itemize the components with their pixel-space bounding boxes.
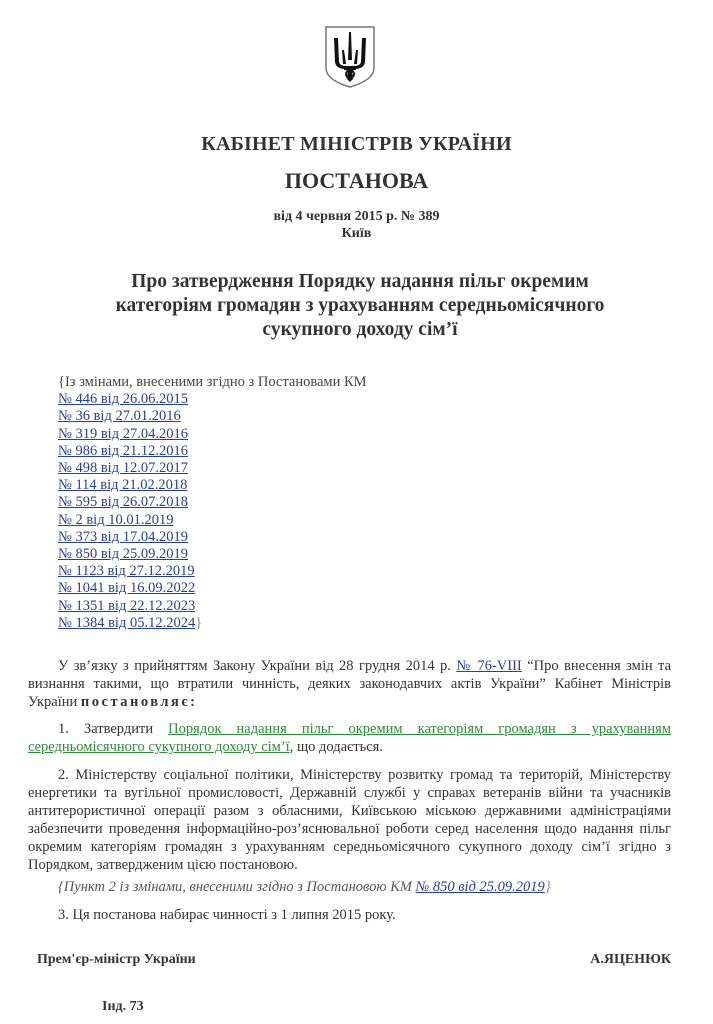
item-2-paragraph [28, 766, 671, 874]
amendment-link[interactable]: № 595 від 26.07.2018 [58, 494, 188, 511]
item-2-text: 2. Міністерству соціальної політики, Міністерству розвитку громад та територій, Міністерству енергетики та вугільної промисловості, Державній службі у справах ветеранів війни та учасників антитерористичної операції разом з обласними, Київською міською державними адміністраціями забезпечити проведення інформаційно-роз’яснювальної роботи серед населення щодо надання пільг окремим категоріям громадян з урахуванням середньомісячного сукупного доходу сім’ї згідно з Порядком, затвердженим цією постановою. [28, 767, 671, 873]
amendment-link[interactable]: № 2 від 10.01.2019 [58, 511, 174, 528]
document-index: Інд. 73 [102, 999, 144, 1014]
amendment-link[interactable]: № 498 від 12.07.2017 [58, 460, 188, 477]
amendment-last-row [58, 615, 367, 632]
amendment-link[interactable]: № 986 від 21.12.2016 [58, 442, 188, 459]
closing-brace: } [544, 879, 551, 895]
document-date-block [0, 208, 713, 242]
procedure-link[interactable]: Порядок надання пільг окремим категоріям громадян з урахуванням середньомісячного сукупного доходу сім’ї [28, 721, 671, 755]
document-title [60, 270, 660, 342]
resolves-word: постановляє: [80, 694, 198, 710]
note-text: {Пункт 2 із змінами, внесеними згідно з Постановою КМ [58, 879, 416, 895]
item-2-amendment-note [58, 879, 551, 896]
title-line: Про затвердження Порядку надання пільг окремим [131, 271, 589, 292]
amendments-intro: {Із змінами, внесеними згідно з Постановами КМ [58, 374, 367, 390]
document-type-heading: ПОСТАНОВА [284, 168, 429, 193]
item-3-text: 3. Ця постанова набирає чинності з 1 липня 2015 року. [58, 907, 396, 923]
preamble-text: “Про внесення змін та визнання такими, що втратили чинність, деяких законодавчих актів України” Кабінет Міністрів України [28, 658, 672, 710]
item-1-text: 1. Затвердити [58, 721, 169, 737]
amendment-link[interactable]: № 319 від 27.04.2016 [58, 425, 188, 442]
title-line: сукупного доходу сім’ї [262, 319, 458, 340]
preamble-text: У зв’язку з прийняттям Закону України від 28 грудня 2014 р. [58, 658, 457, 674]
amendment-link[interactable]: № 1351 від 22.12.2023 [58, 597, 196, 614]
title-line: категоріям громадян з урахуванням середньомісячного [115, 295, 605, 316]
signatory-position: Прем'єр-міністр України [37, 952, 196, 967]
amendments-list [58, 374, 367, 632]
signatory-name: А.ЯЦЕНЮК [590, 952, 671, 967]
preamble-paragraph [28, 657, 671, 711]
item-3-paragraph [28, 906, 671, 924]
law-link[interactable]: № 76-VIII [456, 658, 522, 674]
date-line: від 4 червня 2015 р. № 389 [273, 209, 440, 224]
trident-coat-of-arms-icon [322, 24, 378, 90]
amendment-link[interactable]: № 373 від 17.04.2019 [58, 528, 188, 545]
amendment-link[interactable]: № 1384 від 05.12.2024 [58, 614, 196, 631]
amendment-link[interactable]: № 1123 від 27.12.2019 [58, 563, 195, 580]
amendment-link[interactable]: № 850 від 25.09.2019 [58, 546, 188, 563]
organization-heading: КАБІНЕТ МІНІСТРІВ УКРАЇНИ [201, 133, 512, 155]
amendment-link[interactable]: № 1041 від 16.09.2022 [58, 580, 196, 597]
amendment-link[interactable]: № 36 від 27.01.2016 [58, 408, 181, 425]
closing-brace: } [195, 614, 203, 631]
city: Київ [341, 226, 372, 241]
item-1-text: , що додається. [289, 739, 383, 755]
item-1-paragraph [28, 720, 671, 756]
amendment-link[interactable]: № 114 від 21.02.2018 [58, 477, 188, 494]
amendment-link[interactable]: № 446 від 26.06.2015 [58, 391, 188, 408]
note-amendment-link[interactable]: № 850 від 25.09.2019 [415, 879, 545, 895]
